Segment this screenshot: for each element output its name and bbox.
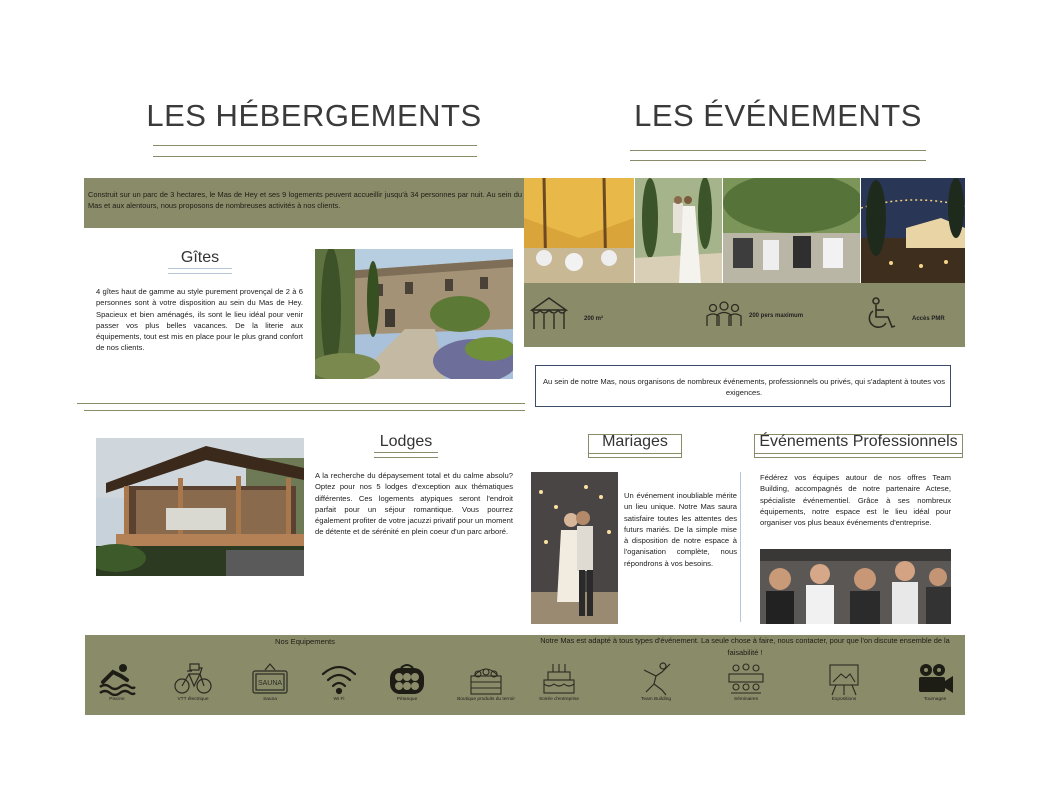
gites-title: Gîtes bbox=[180, 249, 220, 266]
divider bbox=[740, 472, 741, 622]
equip-expositions bbox=[814, 662, 874, 703]
event-photo-ceremony bbox=[723, 178, 860, 283]
events-note: Notre Mas est adapté à tous types d'événement. La seule chose à faire, nous contacter, pour que l'on discute ensemble de la faisabilité ! bbox=[540, 636, 950, 657]
mariages-photo bbox=[531, 472, 618, 624]
tent-icon bbox=[530, 296, 568, 334]
teambuilding-icon bbox=[636, 662, 676, 696]
divider bbox=[374, 452, 438, 453]
equip-label: Tournages bbox=[923, 697, 947, 702]
seminar-icon bbox=[726, 662, 766, 696]
equip-team-building bbox=[626, 662, 686, 703]
stat-access: Accès PMR bbox=[912, 316, 945, 322]
equip-label: Expositions bbox=[831, 697, 857, 702]
evenements-intro: Au sein de notre Mas, nous organisons de nombreux événements, professionnels ou privés, qui s'adaptent à toutes vos exigences. bbox=[542, 377, 946, 397]
equip-label: Boutique produits du terroir bbox=[457, 697, 515, 702]
lodges-photo bbox=[96, 438, 304, 576]
divider bbox=[630, 160, 926, 161]
sauna-icon bbox=[250, 662, 290, 696]
equip-label: Soirée d'entreprise bbox=[538, 697, 580, 702]
event-photo-night bbox=[861, 178, 965, 283]
equip-seminaires bbox=[716, 662, 776, 703]
equip-label: Séminaires bbox=[734, 697, 758, 702]
mariages-title: Mariages bbox=[602, 433, 668, 450]
equip-soiree bbox=[529, 662, 589, 703]
equip-boutique bbox=[456, 662, 516, 703]
equip-label: Wi Fi bbox=[333, 697, 345, 702]
equip-tournages bbox=[905, 662, 965, 703]
bike-icon bbox=[173, 662, 213, 696]
divider bbox=[374, 457, 438, 458]
divider bbox=[588, 453, 682, 454]
hebergements-title: LES HÉBERGEMENTS bbox=[146, 98, 482, 133]
pro-text: Fédérez vos équipes autour de nos offres Team Building, accompagnés de notre partenaire Actese, spécialiste événementiel. Grâce à ses nombreux équipements, notre espace est le lieu idéal pour organiser vos plus beaux événements d'entreprise. bbox=[760, 473, 951, 528]
equip-petanque bbox=[377, 662, 437, 703]
wheelchair-icon bbox=[864, 297, 898, 335]
divider bbox=[77, 403, 525, 404]
divider bbox=[754, 453, 963, 454]
hebergements-intro: Construit sur un parc de 3 hectares, le Mas de Hey et ses 9 logements peuvent accueillir jusqu'à 34 personnes par nuit. Au sein du Mas et aux alentours, nous proposons de nombreuses activités à nos clients. bbox=[88, 190, 522, 210]
gites-photo bbox=[315, 249, 513, 379]
equip-label: Sauna bbox=[263, 697, 277, 702]
equip-label: Piscine bbox=[109, 697, 125, 702]
equip-wifi bbox=[309, 662, 369, 703]
equipements-title: Nos Equipements bbox=[275, 637, 335, 646]
sauna-sign-text: SAUNA bbox=[257, 680, 283, 687]
equip-vtt bbox=[163, 662, 223, 703]
camera-icon bbox=[915, 662, 955, 696]
event-photo-couple bbox=[635, 178, 722, 283]
equip-label: Team Building bbox=[640, 697, 672, 702]
cake-icon bbox=[539, 662, 579, 696]
lodges-title: Lodges bbox=[379, 433, 433, 450]
basket-icon bbox=[466, 662, 506, 696]
event-photo-tent bbox=[524, 178, 634, 283]
gites-text: 4 gîtes haut de gamme au style purement provençal de 2 à 6 personnes sont à votre disposition au sein du Mas de Hey. Spacieux et bien aménagés, ils sont le lieu idéal pour venir passer vos plus belles vacances. De la literie aux équipements, tout est mis en place pour le plus grand confort de nos clients. bbox=[96, 287, 303, 353]
divider bbox=[153, 156, 477, 157]
pro-title: Événements Professionnels bbox=[759, 433, 958, 450]
petanque-icon bbox=[387, 662, 427, 696]
wifi-icon bbox=[319, 662, 359, 696]
people-icon bbox=[705, 301, 743, 331]
lodges-text: A la recherche du dépaysement total et du calme absolu? Optez pour nos 5 lodges d'exception aux thématiques différentes. Ces logements atypiques seront l'endroit parfait pour un séjour romantique. Vous pourrez également profiter de votre jacuzzi privatif pour un moment de détente et de sérénité en plein coeur d'un parc arboré. bbox=[315, 471, 513, 537]
equip-piscine bbox=[87, 662, 147, 703]
event-stats-banner bbox=[524, 283, 965, 347]
divider bbox=[84, 410, 525, 411]
divider bbox=[153, 145, 477, 146]
equip-sauna bbox=[240, 662, 300, 703]
equip-label: Pétanque bbox=[396, 697, 418, 702]
divider bbox=[168, 268, 232, 269]
easel-icon bbox=[824, 662, 864, 696]
pro-photo bbox=[760, 549, 951, 624]
swimmer-icon bbox=[97, 662, 137, 696]
equip-label: VTT électrique bbox=[177, 697, 209, 702]
mariages-text: Un événement inoubliable mérite un lieu unique. Notre Mas saura satisfaire toutes les attentes des futurs mariés. De la simple mise à disposition de notre espace à l'oganisation complète, nous répondrons à vos besoins. bbox=[624, 491, 737, 568]
stat-capacity: 200 pers maximum bbox=[749, 313, 804, 319]
stat-surface: 200 m² bbox=[584, 316, 604, 322]
evenements-title: LES ÉVÉNEMENTS bbox=[634, 98, 922, 133]
divider bbox=[630, 150, 926, 151]
divider bbox=[168, 273, 232, 274]
